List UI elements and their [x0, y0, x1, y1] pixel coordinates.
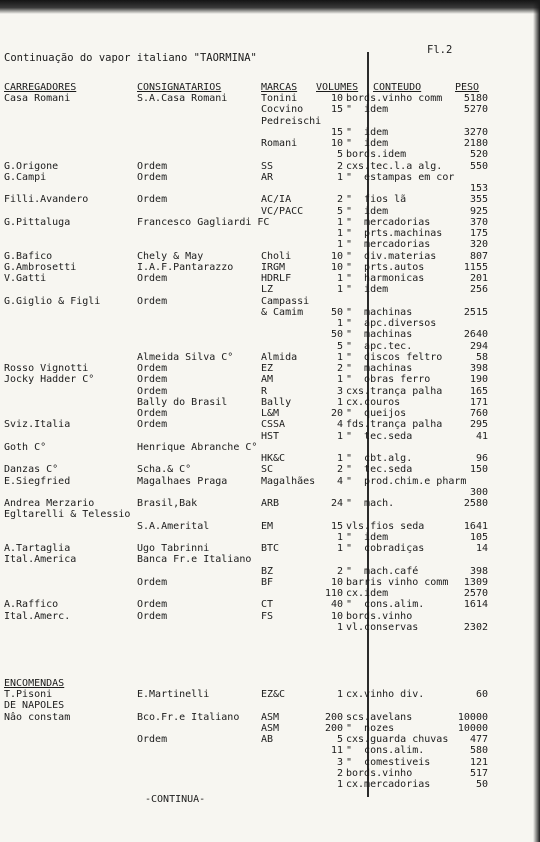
volumes-cell: 1	[336, 351, 343, 363]
consignatario-cell: E.Martinelli	[137, 689, 210, 700]
conteudo-cell: cxs.guarda chuvas	[346, 734, 449, 745]
carregador-cell: Filli.Avandero	[4, 194, 89, 206]
volumes-cell: 2	[336, 160, 343, 172]
peso-cell: 517	[469, 767, 488, 779]
conteudo-cell: barris vinho comm	[346, 576, 449, 588]
volumes-cell: 5	[336, 149, 343, 161]
consignatario-cell: S.A.Casa Romani	[137, 93, 228, 104]
volumes-cell: 10	[330, 93, 343, 104]
carregador-cell: Goth C°	[4, 441, 47, 453]
peso-cell: 1155	[463, 261, 488, 273]
volumes-cell: 1	[336, 689, 343, 700]
carregador-cell: G.Giglio & Figli	[4, 295, 101, 307]
peso-cell: 150	[469, 464, 488, 476]
conteudo-cell: " idem	[346, 138, 389, 149]
consignatario-cell: Ordem	[137, 734, 168, 745]
conteudo-cell: " tec.seda	[346, 464, 413, 476]
volumes-cell: 10	[330, 250, 343, 262]
conteudo-cell: bords.vinho	[346, 767, 413, 779]
marca-cell: Magalhães	[261, 475, 316, 487]
peso-cell: 520	[469, 149, 488, 161]
conteudo-cell: " machinas	[346, 329, 413, 341]
volumes-cell: 4	[336, 419, 343, 431]
volumes-cell: 3	[336, 756, 343, 768]
conteudo-cell: " prts.machinas	[346, 228, 443, 239]
marca-cell: FS	[261, 610, 274, 622]
peso-cell: 105	[469, 531, 488, 543]
col-header-conteudo: CONTEUDO	[373, 82, 422, 93]
peso-cell: 760	[469, 408, 488, 419]
conteudo-cell: " mach.café	[346, 565, 419, 577]
marca-cell: SS	[261, 160, 274, 172]
volumes-cell: 1	[336, 453, 343, 464]
peso-cell: 58	[475, 351, 488, 363]
peso-cell: 925	[469, 205, 488, 217]
conteudo-cell: " mach.	[346, 498, 395, 509]
consignatario-cell: Magalhaes Praga	[137, 475, 228, 487]
peso-cell: 355	[469, 194, 488, 206]
volumes-cell: 10	[330, 138, 343, 149]
volumes-cell: 5	[336, 205, 343, 217]
consignatario-cell: Ordem	[137, 408, 168, 419]
conteudo-cell: cx.vinho div.	[346, 689, 425, 700]
conteudo-cell: " nozes	[346, 722, 395, 734]
peso-cell: 1641	[463, 520, 488, 532]
scan-top-edge	[0, 0, 540, 14]
consignatario-cell: Scha.& C°	[137, 464, 192, 476]
peso-cell: 294	[469, 340, 488, 352]
volumes-cell: 5	[336, 340, 343, 352]
conteudo-cell: " fios lã	[346, 194, 407, 206]
conteudo-cell: " idem	[346, 284, 389, 296]
conteudo-cell: " comestiveis	[346, 756, 431, 768]
volumes-cell: 2	[336, 194, 343, 206]
volumes-cell: 3	[336, 385, 343, 397]
consignatario-cell: Ordem	[137, 610, 168, 622]
volumes-cell: 1	[336, 531, 343, 543]
carregador-cell: Nâo constam	[4, 711, 71, 723]
consignatario-cell: Ordem	[137, 273, 168, 284]
conteudo-cell: " mercadorias	[346, 216, 431, 228]
marca-cell: BF	[261, 576, 274, 588]
carregador-cell: Jocky Hadder C°	[4, 374, 95, 386]
conteudo-cell: cxs.trança palha	[346, 385, 443, 397]
volumes-cell: 15	[330, 126, 343, 138]
carregador-cell: Rosso Vignotti	[4, 363, 89, 374]
volumes-cell: 1	[336, 239, 343, 251]
conteudo-cell: " cbt.alg.	[346, 453, 413, 464]
conteudo-cell: cx.mercadorias	[346, 779, 431, 790]
marca-cell: HDRLF	[261, 273, 292, 284]
conteudo-cell: " cobradiças	[346, 543, 425, 554]
volumes-cell: 40	[330, 599, 343, 611]
consignatario-cell: Almeida Silva C°	[137, 351, 234, 363]
volumes-cell: 1	[336, 396, 343, 408]
consignatario-cell: Ordem	[137, 419, 168, 431]
marca-cell: ASM	[261, 722, 280, 734]
volumes-cell: 1	[336, 228, 343, 239]
peso-cell: 398	[469, 565, 488, 577]
encomendas-heading: ENCOMENDAS	[4, 678, 65, 689]
peso-cell: 10000	[457, 722, 488, 734]
peso-cell: 2180	[463, 138, 488, 149]
volumes-cell: 11	[330, 745, 343, 757]
conteudo-cell: " prod.chim.e pharm	[346, 475, 467, 487]
carregador-cell: Sviz.Italia	[4, 419, 71, 431]
conteudo-cell: " tec.seda	[346, 430, 413, 442]
peso-cell: 2640	[463, 329, 488, 341]
consignatario-cell: Ordem	[137, 385, 168, 397]
carregador-cell: A.Tartaglia	[4, 543, 71, 554]
peso-cell: 2570	[463, 588, 488, 599]
consignatario-cell: I.A.F.Pantarazzo	[137, 261, 234, 273]
peso-cell: 1614	[463, 599, 488, 611]
carregador-cell: Casa Romani	[4, 93, 71, 104]
volumes-cell: 200	[324, 711, 343, 723]
carregador-cell: G.Bafico	[4, 250, 53, 262]
consignatario-cell: Ugo Tabrinni	[137, 543, 210, 554]
marca-cell: Pedreischi	[261, 115, 322, 127]
consignatario-cell: Ordem	[137, 576, 168, 588]
volumes-cell: 15	[330, 104, 343, 116]
marca-cell: Campassi	[261, 295, 310, 307]
peso-cell: 201	[469, 273, 488, 284]
marca-cell: EZ	[261, 363, 274, 374]
marca-cell: IRGM	[261, 261, 286, 273]
conteudo-cell: " idem	[346, 126, 389, 138]
marca-cell: VC/PACC	[261, 205, 304, 217]
marca-cell: HK&C	[261, 453, 286, 464]
volumes-cell: 20	[330, 408, 343, 419]
consignatario-cell: Ordem	[137, 171, 168, 183]
peso-cell: 50	[475, 779, 488, 790]
conteudo-cell: " cons.alim.	[346, 745, 425, 757]
marca-cell: SC	[261, 464, 274, 476]
peso-cell: 60	[475, 689, 488, 700]
consignatario-cell: S.A.Amerital	[137, 520, 210, 532]
peso-cell: 300	[469, 486, 488, 498]
conteudo-cell: cxs.tec.l.a alg.	[346, 160, 443, 172]
marca-cell: BZ	[261, 565, 274, 577]
consignatario-cell: Chely & May	[137, 250, 204, 262]
peso-cell: 477	[469, 734, 488, 745]
peso-cell: 14	[475, 543, 488, 554]
peso-cell: 580	[469, 745, 488, 757]
marca-cell: L&M	[261, 408, 280, 419]
conteudo-cell: vls.fios seda	[346, 520, 425, 532]
marca-cell: Almida	[261, 351, 298, 363]
volumes-cell: 1	[336, 318, 343, 329]
peso-cell: 370	[469, 216, 488, 228]
conteudo-cell: " apc.tec.	[346, 340, 413, 352]
conteudo-cell: bords.vinho comm	[346, 93, 443, 104]
carregador-cell: T.Pisoni	[4, 689, 53, 700]
volumes-cell: 1	[336, 430, 343, 442]
marca-cell: LZ	[261, 284, 274, 296]
peso-cell: 256	[469, 284, 488, 296]
marca-cell: HST	[261, 430, 280, 442]
conteudo-cell: " machinas	[346, 363, 413, 374]
marca-cell: AR	[261, 171, 274, 183]
conteudo-cell: " idem	[346, 205, 389, 217]
peso-cell: 2580	[463, 498, 488, 509]
peso-cell: 295	[469, 419, 488, 431]
peso-cell: 5180	[463, 93, 488, 104]
peso-cell: 398	[469, 363, 488, 374]
marca-cell: Bally	[261, 396, 292, 408]
peso-cell: 190	[469, 374, 488, 386]
consignatario-cell: Henrique Abranche C°	[137, 441, 258, 453]
carregador-cell: E.Siegfried	[4, 475, 71, 487]
marca-cell: AC/IA	[261, 194, 292, 206]
volumes-cell: 4	[336, 475, 343, 487]
volumes-cell: 110	[324, 588, 343, 599]
peso-cell: 3270	[463, 126, 488, 138]
volumes-cell: 1	[336, 273, 343, 284]
conteudo-cell: bords.vinho	[346, 610, 413, 622]
volumes-cell: 1	[336, 779, 343, 790]
carregador-cell: Danzas C°	[4, 464, 59, 476]
marca-cell: Cocvino	[261, 104, 304, 116]
conteudo-cell: cx.couros	[346, 396, 401, 408]
peso-cell: 96	[475, 453, 488, 464]
carregador-cell: Andrea Merzario	[4, 498, 95, 509]
carregador-cell: G.Ambrosetti	[4, 261, 77, 273]
marca-cell: & Camim	[261, 306, 304, 318]
page-number: Fl.2	[427, 44, 453, 56]
volumes-cell: 2	[336, 767, 343, 779]
peso-cell: 41	[475, 430, 488, 442]
peso-cell: 175	[469, 228, 488, 239]
marca-cell: EZ&C	[261, 689, 286, 700]
consignatario-cell: Brasil,Bak	[137, 498, 198, 509]
col-header-carregadores: CARREGADORES	[4, 82, 77, 93]
consignatario-cell: Francesco Gagliardi FC	[137, 216, 270, 228]
peso-cell: 320	[469, 239, 488, 251]
peso-cell: 10000	[457, 711, 488, 723]
continua-footer: -CONTINUA-	[145, 794, 206, 805]
marca-cell: CSSA	[261, 419, 286, 431]
peso-cell: 550	[469, 160, 488, 172]
peso-cell: 1309	[463, 576, 488, 588]
consignatario-cell: Ordem	[137, 160, 168, 172]
conteudo-cell: " obras ferro	[346, 374, 431, 386]
carregador-cell: V.Gatti	[4, 273, 47, 284]
peso-cell: 165	[469, 385, 488, 397]
volumes-cell: 1	[336, 284, 343, 296]
conteudo-cell: " apc.diversos	[346, 318, 437, 329]
peso-cell: 807	[469, 250, 488, 262]
conteudo-cell: " machinas	[346, 306, 413, 318]
conteudo-cell: " cons.alim.	[346, 599, 425, 611]
carregador-cell: A.Raffico	[4, 599, 59, 611]
conteudo-cell: fds.trança palha	[346, 419, 443, 431]
volumes-cell: 2	[336, 464, 343, 476]
consignatario-cell: Ordem	[137, 194, 168, 206]
marca-cell: EM	[261, 520, 274, 532]
consignatario-cell: Bco.Fr.e Italiano	[137, 711, 240, 723]
carregador-cell: DE NAPOLES	[4, 700, 65, 712]
conteudo-cell: cx.idem	[346, 588, 389, 599]
volumes-cell: 15	[330, 520, 343, 532]
marca-cell: AM	[261, 374, 274, 386]
marca-cell: Romani	[261, 138, 298, 149]
conteudo-cell: " mercadorias	[346, 239, 431, 251]
document-title: Continuação do vapor italiano "TAORMINA"	[4, 52, 257, 64]
marca-cell: Tonini	[261, 93, 298, 104]
peso-cell: 2515	[463, 306, 488, 318]
volumes-cell: 10	[330, 576, 343, 588]
carregador-cell: G.Origone	[4, 160, 59, 172]
volumes-cell: 2	[336, 565, 343, 577]
conteudo-cell: " harmonicas	[346, 273, 425, 284]
consignatario-cell: Ordem	[137, 363, 168, 374]
consignatario-cell: Ordem	[137, 295, 168, 307]
volumes-cell: 1	[336, 216, 343, 228]
marca-cell: Choli	[261, 250, 292, 262]
carregador-cell: Ital.America	[4, 554, 77, 566]
volumes-cell: 2	[336, 363, 343, 374]
conteudo-cell: " idem	[346, 531, 389, 543]
conteudo-cell: " estampas em cor	[346, 171, 455, 183]
conteudo-cell: scs.avelans	[346, 711, 413, 723]
volumes-cell: 10	[330, 610, 343, 622]
conteudo-cell: bords.idem	[346, 149, 407, 161]
volumes-cell: 1	[336, 543, 343, 554]
consignatario-cell: Banca Fr.e Italiano	[137, 554, 252, 566]
carregador-cell: Egltarelli & Telessio	[4, 509, 131, 521]
conteudo-cell: " discos feltro	[346, 351, 443, 363]
col-header-marcas: MARCAS	[261, 82, 298, 93]
volumes-cell: 1	[336, 621, 343, 633]
marca-cell: CT	[261, 599, 274, 611]
consignatario-cell: Ordem	[137, 599, 168, 611]
volumes-cell: 50	[330, 329, 343, 341]
marca-cell: AB	[261, 734, 274, 745]
peso-cell: 5270	[463, 104, 488, 116]
conteudo-cell: " idem	[346, 104, 389, 116]
volumes-cell: 24	[330, 498, 343, 509]
consignatario-cell: Ordem	[137, 374, 168, 386]
carregador-cell: G.Pittaluga	[4, 216, 71, 228]
col-header-consignatarios: CONSIGNATARIOS	[137, 82, 222, 93]
volumes-cell: 200	[324, 722, 343, 734]
carregador-cell: G.Campi	[4, 171, 47, 183]
carregador-cell: Ital.Amerc.	[4, 610, 71, 622]
conteudo-cell: " prts.autos	[346, 261, 425, 273]
col-header-volumes: VOLUMES	[316, 82, 359, 93]
peso-cell: 171	[469, 396, 488, 408]
conteudo-cell: " div.materias	[346, 250, 437, 262]
peso-cell: 121	[469, 756, 488, 768]
col-header-peso: PESO	[455, 82, 480, 93]
volumes-cell: 50	[330, 306, 343, 318]
conteudo-cell: vl.conservas	[346, 621, 419, 633]
volumes-cell: 5	[336, 734, 343, 745]
volumes-cell: 1	[336, 171, 343, 183]
peso-cell: 2302	[463, 621, 488, 633]
volumes-cell: 10	[330, 261, 343, 273]
volumes-cell: 1	[336, 374, 343, 386]
conteudo-cell: " queijos	[346, 408, 407, 419]
marca-cell: R	[261, 385, 268, 397]
peso-cell: 153	[469, 183, 488, 194]
marca-cell: ASM	[261, 711, 280, 723]
marca-cell: ARB	[261, 498, 280, 509]
scan-right-edge	[533, 0, 540, 842]
marca-cell: BTC	[261, 543, 280, 554]
consignatario-cell: Bally do Brasil	[137, 396, 228, 408]
